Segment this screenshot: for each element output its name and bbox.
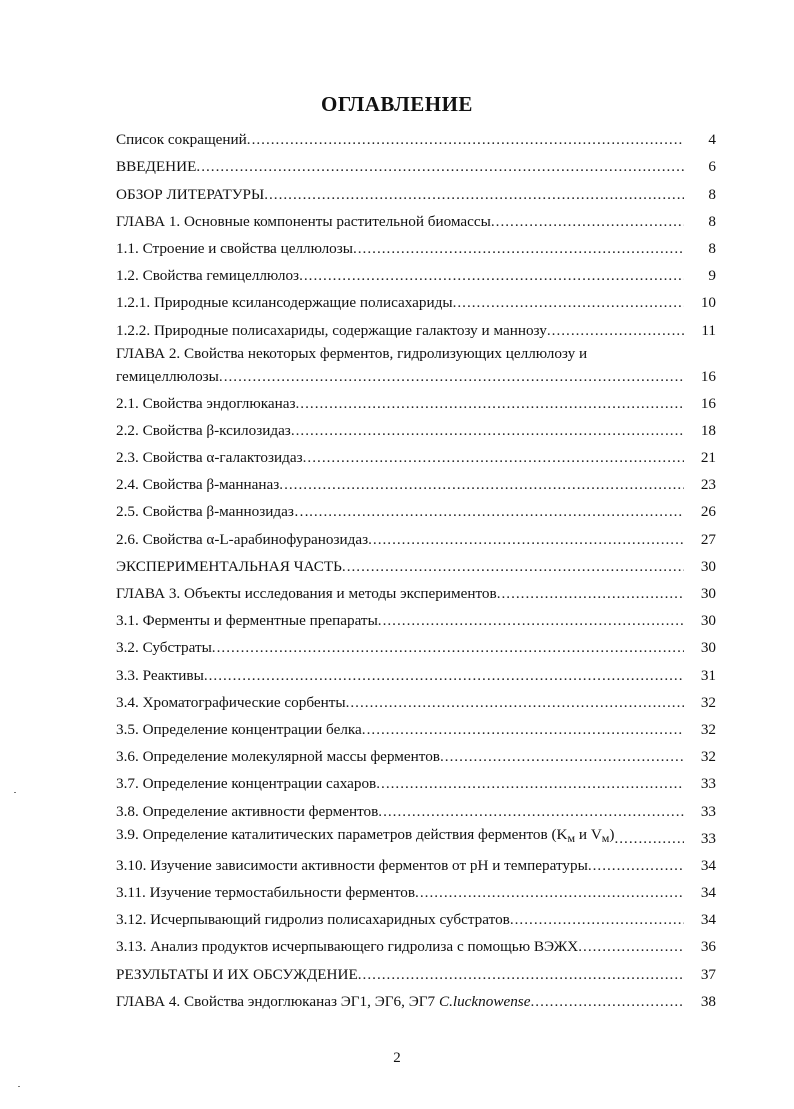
toc-entry [116,315,716,342]
toc-entry-label: 3.6. Определение молекулярной массы ферментов [116,748,440,766]
leader-dots [279,476,684,497]
toc-entry-label: 1.2.1. Природные ксилансодержащие полисахариды [116,294,453,312]
toc-entry [116,769,716,796]
toc-entry-page: 32 [700,748,716,766]
toc-entry-page: 36 [700,938,716,956]
leader-dots [362,721,684,742]
toc-entry-label: 2.1. Свойства эндоглюканаз [116,394,296,412]
leader-dots [378,612,684,633]
toc-entry-page: 16 [700,367,716,385]
toc-entry-page: 34 [700,911,716,929]
toc-entry [116,633,716,660]
leader-dots [378,803,684,824]
toc-entry [116,416,716,443]
page-title: ОГЛАВЛЕНИЕ [321,92,473,116]
toc-entry-label: 3.2. Субстраты [116,639,212,657]
leader-dots [204,667,684,688]
label-text: и V [575,825,602,843]
toc-entry-label: 3.13. Анализ продуктов исчерпывающего гидролиза с помощью ВЭЖХ [116,938,579,956]
toc-entry [116,606,716,633]
leader-dots [368,531,684,552]
toc-entry-label: 3.4. Хроматографические сорбенты [116,693,346,711]
toc-entry-page: 32 [700,720,716,738]
leader-dots [353,240,684,261]
toc-entry-label [116,993,530,1014]
toc-entry-label: Список сокращений [116,131,247,149]
leader-dots [376,775,684,796]
toc-entry-page: 38 [700,992,716,1010]
toc-entry [116,742,716,769]
label-text: ) [609,825,615,843]
toc-entry [116,796,716,823]
toc-entry-label: 3.10. Изучение зависимости активности ферментов от pH и температуры [116,856,588,874]
toc-entry [116,987,716,1014]
toc-entry-label: 2.3. Свойства α-галактозидаз [116,449,303,467]
leader-dots [219,368,684,389]
toc-entry [116,261,716,288]
toc-entry-label: 2.2. Свойства β-ксилозидаз [116,421,291,439]
toc-entry-label: ГЛАВА 1. Основные компоненты растительной биомассы [116,212,491,230]
scan-speck [18,1086,20,1087]
toc-entry [116,497,716,524]
toc-entry-page: 30 [700,585,716,602]
toc-entry-label: 3.7. Определение концентрации сахаров [116,775,377,793]
toc-entry-label: ОБЗОР ЛИТЕРАТУРЫ [116,185,265,203]
leader-dots [497,585,684,606]
toc-entry-page: 16 [700,394,716,412]
toc-entry-page: 21 [700,449,716,467]
toc-entry-label: 3.11. Изучение термостабильности ферментов [116,884,416,902]
toc-entry-label: 3.3. Реактивы [116,666,204,684]
toc-entry [116,343,716,389]
toc-entry [116,179,716,206]
toc-entry-label: 2.5. Свойства β-маннозидаз… [116,503,310,521]
toc-entry-page: 30 [700,639,716,657]
leader-dots [346,694,684,715]
toc-entry-label: 3.1. Ферменты и ферментные препараты [116,612,378,630]
table-of-contents [116,125,716,1014]
scan-speck [14,792,16,793]
toc-entry-label: ЭКСПЕРИМЕНТАЛЬНАЯ ЧАСТЬ [116,557,342,575]
leader-dots [309,503,684,524]
toc-entry-page: 34 [700,856,716,874]
leader-dots [247,131,684,152]
leader-dots [264,186,684,207]
subscript: м [567,830,576,845]
toc-entry [116,152,716,179]
toc-entry-page: 37 [700,965,716,983]
toc-entry [116,660,716,687]
toc-entry-page: 33 [700,829,716,847]
toc-entry [116,234,716,261]
toc-entry-page: 33 [700,802,716,820]
toc-entry-label: 2.6. Свойства α-L-арабинофуранозидаз [116,530,369,548]
toc-entry-label-line2: гемицеллюлозы [116,367,219,385]
toc-entry [116,389,716,416]
toc-entry-label: 3.12. Исчерпывающий гидролиз полисахаридных субстратов [116,911,510,929]
leader-dots [453,294,684,315]
toc-entry-label: РЕЗУЛЬТАТЫ И ИХ ОБСУЖДЕНИЕ [116,965,358,983]
leader-dots [299,267,684,288]
leader-dots [196,158,684,179]
toc-entry [116,824,716,851]
toc-entry-page: 11 [701,321,716,339]
toc-entry [116,878,716,905]
toc-entry-label: ГЛАВА 3. Объекты исследования и методы экспериментов [116,585,497,602]
toc-entry-page: 6 [708,158,716,176]
toc-entry-page: 32 [700,693,716,711]
toc-entry-label: 2.4. Свойства β-маннаназ [116,476,280,494]
leader-dots [296,395,685,416]
toc-entry-page: 26 [700,503,716,521]
toc-entry-page: 30 [700,557,716,575]
leader-dots [614,830,684,851]
toc-entry [116,288,716,315]
toc-entry-page: 8 [708,212,716,230]
leader-dots [578,938,684,959]
toc-entry [116,932,716,959]
toc-entry [116,579,716,606]
toc-entry-label: 1.2.2. Природные полисахариды, содержащие галактозу и маннозу [116,321,547,339]
toc-entry [116,851,716,878]
toc-entry-label: 3.5. Определение концентрации белка [116,720,362,738]
toc-entry-page: 8 [708,185,716,203]
leader-dots [491,213,684,234]
toc-entry-label: 1.2. Свойства гемицеллюлоз [116,267,300,285]
leader-dots [440,748,684,769]
leader-dots [358,966,684,987]
toc-entry-page: 33 [700,775,716,793]
toc-entry-label: ВВЕДЕНИЕ [116,158,197,176]
toc-entry-page: 27 [700,530,716,548]
leader-dots [588,857,684,878]
leader-dots [415,884,684,905]
toc-entry-label-line1: ГЛАВА 2. Свойства некоторых ферментов, гидролизующих целлюлозу и [116,344,588,362]
label-text: 3.9. Определение каталитических параметров действия ферментов (K [116,825,568,843]
toc-entry [116,125,716,152]
toc-entry [116,470,716,497]
toc-entry-page: 9 [708,267,716,285]
toc-entry-label: 1.1. Строение и свойства целлюлозы [116,239,353,257]
toc-entry-page: 31 [700,666,716,684]
toc-entry-label [116,826,614,851]
leader-dots [530,993,684,1014]
page-number: 2 [393,1050,401,1066]
toc-entry [116,524,716,551]
leader-dots [303,449,684,470]
toc-entry [116,715,716,742]
leader-dots [291,422,684,443]
toc-entry [116,688,716,715]
toc-entry-page: 4 [708,131,716,149]
toc-entry [116,443,716,470]
subscript: м [601,830,610,845]
toc-entry-label: 3.8. Определение активности ферментов [116,802,379,820]
label-text: ГЛАВА 4. Свойства эндоглюканаз ЭГ1, ЭГ6, ЭГ7 [116,992,439,1010]
toc-entry [116,959,716,986]
toc-entry-page: 8 [708,239,716,257]
toc-entry [116,207,716,234]
toc-entry-page: 34 [700,884,716,902]
species-name: C.lucknowense [438,992,531,1010]
toc-entry-page: 10 [700,294,716,312]
leader-dots [510,911,684,932]
leader-dots [212,639,684,660]
toc-entry-page: 30 [700,612,716,630]
toc-entry-page: 23 [700,476,716,494]
toc-entry-page: 18 [700,421,716,439]
toc-entry [116,905,716,932]
leader-dots [342,558,684,579]
leader-dots [547,322,684,343]
toc-entry [116,552,716,579]
